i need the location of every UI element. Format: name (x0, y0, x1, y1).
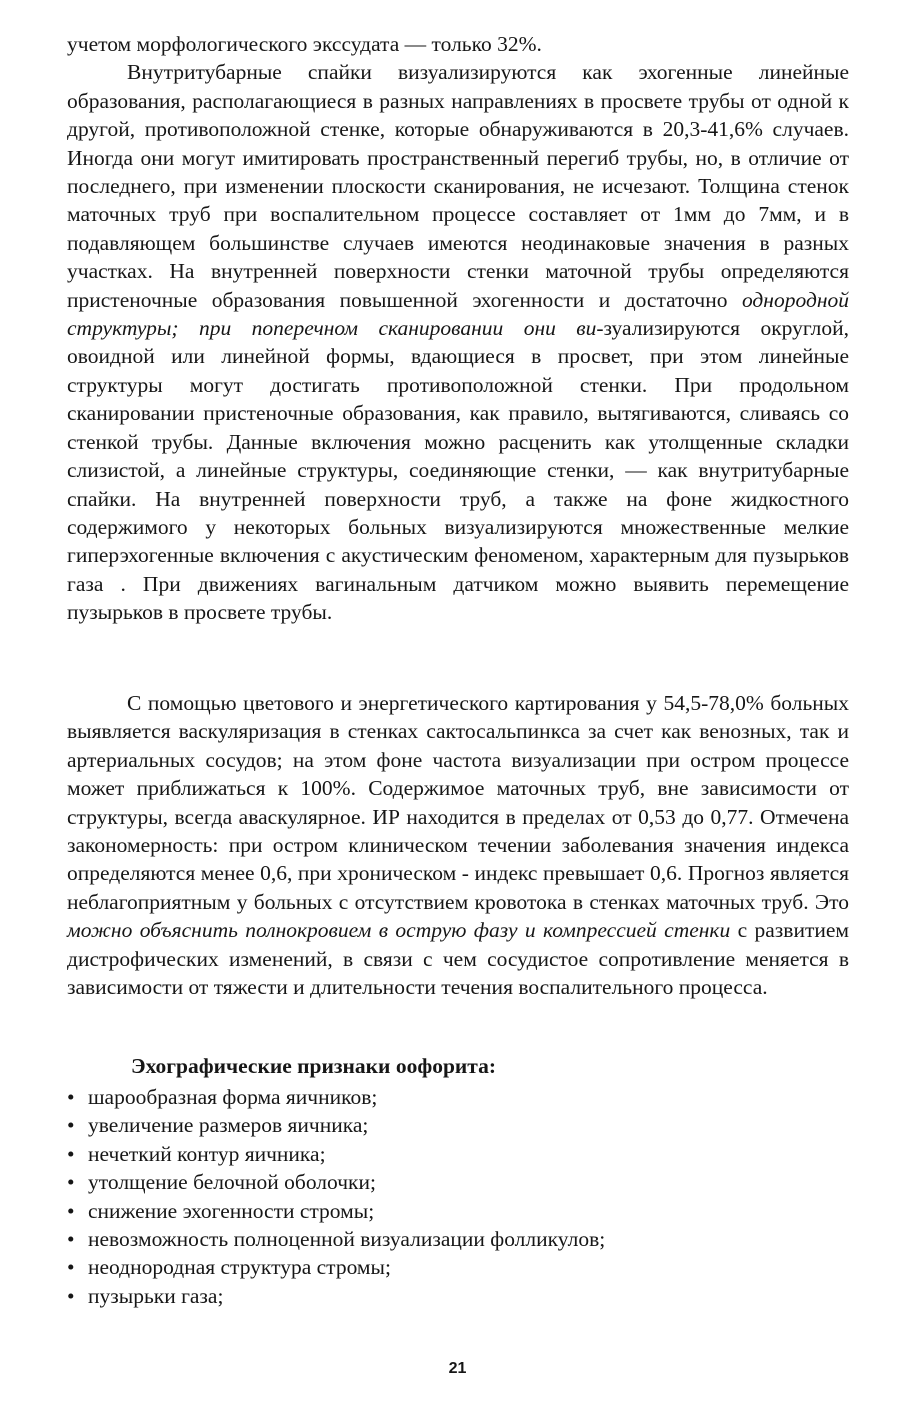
list-item-text: нечеткий контур яичника; (88, 1141, 326, 1166)
list-item-text: неоднородная структура стромы; (88, 1255, 391, 1280)
bullet-icon: • (67, 1283, 75, 1308)
bullet-icon: • (67, 1170, 75, 1195)
intro-line: учетом морфологического экссудата — только 32%. (67, 32, 542, 56)
page-number: 21 (448, 1360, 467, 1377)
list-item (67, 1083, 847, 1111)
list-item (67, 1168, 847, 1196)
paragraph-adhesions-italic: однородной структуры; при поперечном сканировании они ви- (67, 287, 849, 341)
list-item (67, 1253, 847, 1281)
list-item-text: невозможность полноценной визуализации фолликулов; (88, 1227, 606, 1252)
list-item-text: утолщение белочной оболочки; (88, 1170, 376, 1195)
paragraph-doppler-rest: с развитием дистрофических изменений, в связи с чем сосудистое сопротивление меняется в зависимости от тяжести и длительности течения воспалительного процесса. (67, 918, 850, 1000)
bullet-icon: • (67, 1227, 75, 1252)
list-item-text: пузырьки газа; (88, 1283, 224, 1308)
bullet-icon: • (67, 1255, 75, 1280)
list-item (67, 1197, 847, 1225)
bullet-icon: • (67, 1085, 75, 1109)
paragraph-doppler-italic: можно объяснить полнокровием в острую фазу и компрессией стенки (67, 918, 731, 943)
list-item-text: снижение эхогенности стромы; (88, 1198, 375, 1223)
list-item-text: шарообразная форма яичников; (88, 1085, 378, 1109)
list-item (67, 1140, 847, 1168)
paragraph-adhesions (67, 58, 849, 626)
list-item (67, 1282, 847, 1310)
list-item (67, 1225, 847, 1253)
bullet-icon: • (67, 1141, 75, 1166)
list-item-text: увеличение размеров яичника; (88, 1113, 369, 1138)
list-item (67, 1111, 847, 1139)
paragraph-adhesions-rest: зуализируются округлой, овоидной или линейной формы, вдающиеся в просвет, при этом линейные структуры могут достигать противоположной стенки. При продольном сканировании пристеночные образования, как правило, вытягиваются, сливаясь со стенкой трубы. Данные включения можно расценить как утолщенные складки слизистой, а линейные структуры, соединяющие стенки, — как внутритубарные спайки. На внутренней поверхности труб, а также на фоне жидкостного содержимого у некоторых больных визуализируются множественные мелкие гиперэхогенные включения с акустическим феноменом, характерным для пузырьков газа . При движениях вагинальным датчиком можно выявить перемещение пузырьков в просвете трубы. (67, 316, 849, 625)
oophoritis-signs-list (67, 1083, 847, 1310)
paragraph-adhesions-text: Внутритубарные спайки визуализируются как эхогенные линейные образования, располагающиеся в разных направлениях в просвете трубы от одной к другой, противоположной стенке, которые обнаруживаются в 20,3-41,6% случаев. Иногда они могут имитировать пространственный перегиб трубы, но, в отличие от последнего, при изменении плоскости сканирования, не исчезают. Толщина стенок маточных труб при воспалительном процессе составляет от 1мм до 7мм, и в подавляющем большинстве случаев имеются неодинаковые значения в разных участках. На внутренней поверхности стенки маточной трубы определяются пристеночные образования повышенной эхогенности и достаточно (67, 60, 849, 312)
bullet-icon: • (67, 1113, 75, 1138)
text-column-lower (67, 689, 849, 1001)
paragraph-doppler (67, 689, 849, 1001)
section-heading: Эхографические признаки оофорита: (131, 1054, 497, 1078)
bullet-icon: • (67, 1198, 75, 1223)
text-column-upper (67, 30, 849, 627)
paragraph-doppler-text: С помощью цветового и энергетического картирования у 54,5-78,0% больных выявляется васкуляризация в стенках сактосальпинкса за счет как венозных, так и артериальных сосудов; на этом фоне частота визуализации при остром процессе может приближаться к 100%. Содержимое маточных труб, вне зависимости от структуры, всегда аваскулярное. ИР находится в пределах от 0,53 до 0,77. Отмечена закономерность: при остром клиническом течении заболевания значения индекса определяются менее 0,6, при хроническом - индекс превышает 0,6. Прогноз является неблагоприятным у больных с отсутствием кровотока в стенках маточных труб. Это (67, 691, 849, 914)
